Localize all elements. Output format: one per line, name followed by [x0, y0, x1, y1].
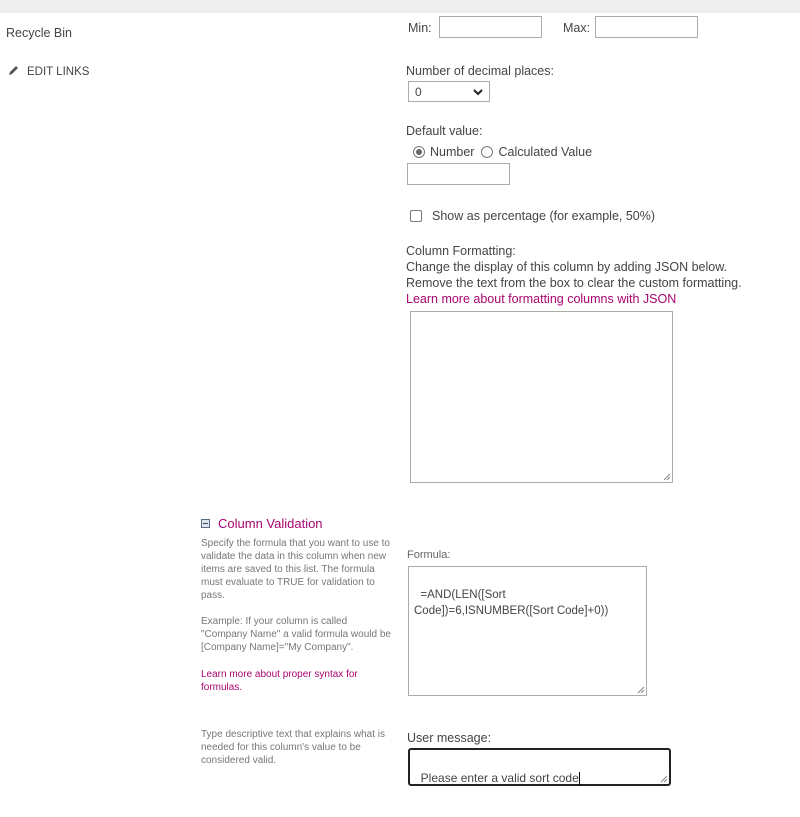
column-formatting-label: Column Formatting: [406, 244, 516, 258]
resize-grip-icon[interactable] [662, 472, 671, 481]
radio-number-label: Number [430, 145, 475, 159]
column-validation-description: Specify the formula that you want to use to validate the data in this column when new items are saved to this list. The formula must evaluate to TRUE for validation to pass. [201, 538, 390, 601]
column-validation-example: Example: If your column is called "Company Name" a valid formula would be [Company Name]="My Company". [201, 616, 391, 653]
column-formatting-line1: Change the display of this column by adding JSON below. [406, 260, 728, 274]
decimal-places-label: Number of decimal places: [406, 64, 554, 78]
resize-grip-icon[interactable] [636, 685, 645, 694]
column-formatting-textarea[interactable] [410, 311, 673, 483]
text-cursor [579, 772, 580, 785]
formula-label: Formula: [407, 549, 451, 561]
user-message-description: Type descriptive text that explains what is needed for this column's value to be considered valid. [201, 729, 385, 766]
pencil-icon [8, 65, 19, 79]
user-message-value: Please enter a valid sort code [420, 771, 579, 785]
formula-value: =AND(LEN([Sort Code])=6,ISNUMBER([Sort Code]+0)) [414, 589, 609, 617]
default-value-label: Default value: [406, 124, 483, 138]
max-input[interactable] [595, 16, 698, 38]
edit-links-button[interactable] [8, 65, 89, 79]
percentage-label: Show as percentage (for example, 50%) [432, 209, 656, 223]
default-value-radio-group [413, 145, 592, 159]
nav-recycle-bin[interactable]: Recycle Bin [6, 26, 72, 40]
column-formatting-line2: Remove the text from the box to clear the custom formatting. [406, 276, 742, 290]
edit-links-label: EDIT LINKS [27, 66, 90, 78]
decimal-places-value: 0 [415, 84, 422, 99]
radio-calculated-value-label: Calculated Value [498, 145, 593, 159]
formula-syntax-link[interactable]: Learn more about proper syntax for formulas. [201, 669, 358, 693]
decimal-places-select[interactable] [408, 81, 490, 102]
top-bar [0, 0, 800, 13]
column-validation-header[interactable] [199, 516, 323, 531]
user-message-label: User message: [407, 731, 492, 745]
collapse-icon[interactable] [201, 519, 210, 528]
percentage-checkbox[interactable] [410, 210, 422, 222]
user-message-textarea[interactable] [408, 748, 671, 786]
formatting-json-link[interactable]: Learn more about formatting columns with JSON [406, 292, 677, 306]
radio-calculated-value[interactable] [481, 146, 493, 158]
formula-textarea[interactable] [408, 566, 647, 696]
min-label: Min: [408, 21, 432, 35]
resize-grip-icon[interactable] [659, 774, 668, 783]
chevron-down-icon [473, 85, 483, 99]
radio-number[interactable] [413, 146, 425, 158]
column-validation-title: Column Validation [218, 516, 323, 531]
max-label: Max: [563, 21, 591, 35]
percentage-row [410, 209, 655, 223]
min-input[interactable] [439, 16, 542, 38]
default-value-input[interactable] [407, 163, 510, 185]
